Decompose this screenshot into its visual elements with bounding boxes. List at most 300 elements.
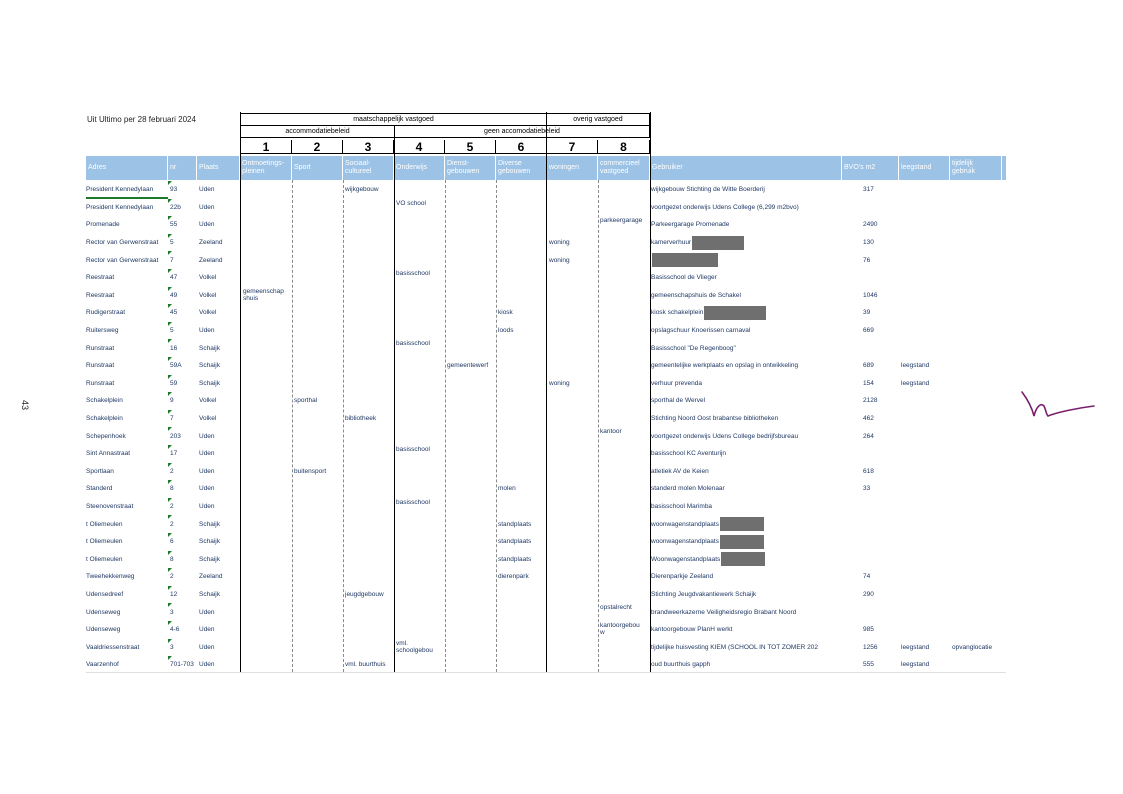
cell-leegstand[interactable] xyxy=(901,304,951,322)
cell-bvo[interactable] xyxy=(863,533,893,551)
cell-gebruiker[interactable] xyxy=(651,551,843,569)
cell-c3[interactable] xyxy=(345,533,394,551)
cell-bvo[interactable] xyxy=(863,480,893,498)
cell-c3[interactable] xyxy=(345,586,394,604)
cell-plaats[interactable] xyxy=(199,586,239,604)
cell-c2[interactable] xyxy=(294,216,343,234)
cell-plaats[interactable] xyxy=(199,199,239,217)
cell-c3[interactable] xyxy=(345,234,394,252)
cell-c2[interactable] xyxy=(294,463,343,481)
cell-c1[interactable] xyxy=(243,445,293,464)
cell-c5[interactable] xyxy=(447,621,496,639)
cell-c2[interactable] xyxy=(294,392,343,410)
cell-c4[interactable] xyxy=(396,392,445,411)
cell-c3[interactable] xyxy=(345,375,394,393)
cell-c3[interactable] xyxy=(345,568,394,586)
cell-c8[interactable] xyxy=(600,269,650,288)
cell-c4[interactable] xyxy=(396,551,445,570)
cell-c3[interactable] xyxy=(345,639,394,657)
cell-plaats[interactable] xyxy=(199,410,239,428)
cell-c5[interactable] xyxy=(447,427,496,445)
cell-bvo[interactable] xyxy=(863,639,893,657)
cell-c4[interactable] xyxy=(396,251,445,270)
cell-c1[interactable] xyxy=(243,586,293,605)
cell-leegstand[interactable] xyxy=(901,251,951,269)
cell-gebruiker[interactable] xyxy=(651,269,843,287)
cell-nr[interactable] xyxy=(170,304,197,322)
cell-tijdelijk[interactable] xyxy=(952,410,1006,428)
cell-gebruiker[interactable] xyxy=(651,181,843,199)
cell-c3[interactable] xyxy=(345,480,394,498)
cell-c6[interactable] xyxy=(498,322,547,340)
cell-c2[interactable] xyxy=(294,533,343,551)
cell-tijdelijk[interactable] xyxy=(952,515,1006,533)
cell-c2[interactable] xyxy=(294,287,343,305)
cell-c3[interactable] xyxy=(345,216,394,234)
cell-c6[interactable] xyxy=(498,445,547,463)
cell-leegstand[interactable] xyxy=(901,375,951,393)
cell-c1[interactable] xyxy=(243,251,293,270)
cell-c2[interactable] xyxy=(294,568,343,586)
cell-c3[interactable] xyxy=(345,304,394,322)
cell-c4[interactable] xyxy=(396,603,445,622)
cell-c6[interactable] xyxy=(498,234,547,252)
cell-nr[interactable] xyxy=(170,480,197,498)
cell-tijdelijk[interactable] xyxy=(952,498,1006,516)
cell-gebruiker[interactable] xyxy=(651,568,843,586)
cell-c1[interactable] xyxy=(243,234,293,253)
cell-leegstand[interactable] xyxy=(901,287,951,305)
cell-nr[interactable] xyxy=(170,357,197,375)
cell-gebruiker[interactable] xyxy=(651,357,843,375)
cell-c3[interactable] xyxy=(345,410,394,428)
cell-c5[interactable] xyxy=(447,515,496,533)
cell-c5[interactable] xyxy=(447,287,496,305)
cell-c2[interactable] xyxy=(294,251,343,269)
cell-c5[interactable] xyxy=(447,234,496,252)
cell-c4[interactable] xyxy=(396,515,445,534)
cell-gebruiker[interactable] xyxy=(651,234,843,252)
cell-c4[interactable] xyxy=(396,621,445,640)
cell-c2[interactable] xyxy=(294,427,343,445)
cell-nr[interactable] xyxy=(170,251,197,269)
cell-c7[interactable] xyxy=(549,287,598,305)
cell-c4[interactable] xyxy=(396,234,445,253)
cell-c6[interactable] xyxy=(498,216,547,234)
cell-c8[interactable] xyxy=(600,621,650,640)
cell-c1[interactable] xyxy=(243,515,293,534)
cell-adres[interactable] xyxy=(86,269,168,287)
cell-bvo[interactable] xyxy=(863,586,893,604)
cell-c6[interactable] xyxy=(498,621,547,639)
cell-c8[interactable] xyxy=(600,216,650,235)
cell-leegstand[interactable] xyxy=(901,199,951,217)
cell-gebruiker[interactable] xyxy=(651,392,843,410)
cell-tijdelijk[interactable] xyxy=(952,480,1006,498)
cell-c7[interactable] xyxy=(549,498,598,516)
cell-c7[interactable] xyxy=(549,480,598,498)
cell-c1[interactable] xyxy=(243,427,293,446)
cell-c7[interactable] xyxy=(549,322,598,340)
cell-gebruiker[interactable] xyxy=(651,586,843,604)
cell-plaats[interactable] xyxy=(199,498,239,516)
cell-c6[interactable] xyxy=(498,375,547,393)
cell-c4[interactable] xyxy=(396,480,445,499)
cell-tijdelijk[interactable] xyxy=(952,251,1006,269)
cell-tijdelijk[interactable] xyxy=(952,375,1006,393)
cell-c2[interactable] xyxy=(294,551,343,569)
cell-tijdelijk[interactable] xyxy=(952,199,1006,217)
cell-plaats[interactable] xyxy=(199,269,239,287)
cell-plaats[interactable] xyxy=(199,375,239,393)
cell-nr[interactable] xyxy=(170,463,197,481)
cell-c5[interactable] xyxy=(447,322,496,340)
cell-c3[interactable] xyxy=(345,463,394,481)
cell-c4[interactable] xyxy=(396,533,445,552)
cell-c2[interactable] xyxy=(294,603,343,621)
cell-c5[interactable] xyxy=(447,603,496,621)
cell-c1[interactable] xyxy=(243,392,293,411)
cell-c2[interactable] xyxy=(294,498,343,516)
cell-plaats[interactable] xyxy=(199,603,239,621)
cell-nr[interactable] xyxy=(170,322,197,340)
cell-tijdelijk[interactable] xyxy=(952,322,1006,340)
cell-bvo[interactable] xyxy=(863,392,893,410)
cell-tijdelijk[interactable] xyxy=(952,269,1006,287)
cell-tijdelijk[interactable] xyxy=(952,568,1006,586)
cell-tijdelijk[interactable] xyxy=(952,427,1006,445)
cell-plaats[interactable] xyxy=(199,216,239,234)
cell-c2[interactable] xyxy=(294,234,343,252)
cell-bvo[interactable] xyxy=(863,216,893,234)
cell-leegstand[interactable] xyxy=(901,181,951,199)
cell-nr[interactable] xyxy=(170,410,197,428)
cell-c6[interactable] xyxy=(498,551,547,569)
cell-leegstand[interactable] xyxy=(901,603,951,621)
cell-c4[interactable] xyxy=(396,322,445,341)
cell-c7[interactable] xyxy=(549,375,598,393)
cell-c6[interactable] xyxy=(498,498,547,516)
cell-c6[interactable] xyxy=(498,287,547,305)
cell-plaats[interactable] xyxy=(199,304,239,322)
cell-bvo[interactable] xyxy=(863,339,893,357)
cell-c1[interactable] xyxy=(243,181,293,200)
cell-c3[interactable] xyxy=(345,551,394,569)
cell-nr[interactable] xyxy=(170,533,197,551)
cell-c2[interactable] xyxy=(294,322,343,340)
cell-c8[interactable] xyxy=(600,551,650,570)
cell-c8[interactable] xyxy=(600,392,650,411)
cell-adres[interactable] xyxy=(86,603,168,621)
cell-adres[interactable] xyxy=(86,639,168,657)
cell-c4[interactable] xyxy=(396,568,445,587)
cell-c1[interactable] xyxy=(243,410,293,429)
cell-c3[interactable] xyxy=(345,181,394,199)
cell-c7[interactable] xyxy=(549,515,598,533)
cell-bvo[interactable] xyxy=(863,287,893,305)
cell-c5[interactable] xyxy=(447,392,496,410)
cell-nr[interactable] xyxy=(170,199,197,217)
cell-leegstand[interactable] xyxy=(901,392,951,410)
cell-adres[interactable] xyxy=(86,287,168,305)
cell-c8[interactable] xyxy=(600,515,650,534)
cell-tijdelijk[interactable] xyxy=(952,586,1006,604)
cell-c2[interactable] xyxy=(294,304,343,322)
cell-plaats[interactable] xyxy=(199,251,239,269)
cell-c5[interactable] xyxy=(447,269,496,287)
cell-c7[interactable] xyxy=(549,199,598,217)
cell-leegstand[interactable] xyxy=(901,357,951,375)
cell-c7[interactable] xyxy=(549,551,598,569)
cell-c8[interactable] xyxy=(600,586,650,605)
cell-c7[interactable] xyxy=(549,357,598,375)
cell-leegstand[interactable] xyxy=(901,551,951,569)
cell-bvo[interactable] xyxy=(863,427,893,445)
cell-c8[interactable] xyxy=(600,375,650,394)
cell-gebruiker[interactable] xyxy=(651,515,843,533)
cell-nr[interactable] xyxy=(170,181,197,199)
cell-c1[interactable] xyxy=(243,639,293,658)
cell-bvo[interactable] xyxy=(863,445,893,463)
cell-plaats[interactable] xyxy=(199,287,239,305)
cell-leegstand[interactable] xyxy=(901,568,951,586)
cell-adres[interactable] xyxy=(86,375,168,393)
cell-c3[interactable] xyxy=(345,269,394,287)
cell-c8[interactable] xyxy=(600,339,650,358)
cell-c5[interactable] xyxy=(447,304,496,322)
cell-c1[interactable] xyxy=(243,463,293,482)
cell-plaats[interactable] xyxy=(199,427,239,445)
cell-c6[interactable] xyxy=(498,427,547,445)
cell-c3[interactable] xyxy=(345,621,394,639)
cell-c3[interactable] xyxy=(345,498,394,516)
cell-adres[interactable] xyxy=(86,551,168,569)
cell-c4[interactable] xyxy=(396,216,445,235)
cell-nr[interactable] xyxy=(170,621,197,639)
cell-gebruiker[interactable] xyxy=(651,339,843,357)
cell-c2[interactable] xyxy=(294,480,343,498)
cell-c8[interactable] xyxy=(600,568,650,587)
cell-c1[interactable] xyxy=(243,533,293,552)
cell-c5[interactable] xyxy=(447,480,496,498)
cell-c3[interactable] xyxy=(345,339,394,357)
cell-c2[interactable] xyxy=(294,515,343,533)
cell-c5[interactable] xyxy=(447,639,496,657)
cell-c5[interactable] xyxy=(447,339,496,357)
cell-c1[interactable] xyxy=(243,216,293,235)
cell-tijdelijk[interactable] xyxy=(952,463,1006,481)
cell-tijdelijk[interactable] xyxy=(952,533,1006,551)
cell-leegstand[interactable] xyxy=(901,445,951,463)
cell-leegstand[interactable] xyxy=(901,427,951,445)
cell-tijdelijk[interactable] xyxy=(952,216,1006,234)
cell-c6[interactable] xyxy=(498,480,547,498)
cell-c4[interactable] xyxy=(396,199,445,218)
cell-c6[interactable] xyxy=(498,339,547,357)
cell-c2[interactable] xyxy=(294,199,343,217)
cell-c6[interactable] xyxy=(498,603,547,621)
cell-c2[interactable] xyxy=(294,357,343,375)
cell-c6[interactable] xyxy=(498,568,547,586)
cell-c3[interactable] xyxy=(345,603,394,621)
cell-adres[interactable] xyxy=(86,533,168,551)
cell-c5[interactable] xyxy=(447,357,496,375)
cell-gebruiker[interactable] xyxy=(651,216,843,234)
cell-tijdelijk[interactable] xyxy=(952,639,1006,657)
cell-c1[interactable] xyxy=(243,269,293,288)
cell-c7[interactable] xyxy=(549,427,598,445)
cell-c7[interactable] xyxy=(549,234,598,252)
cell-gebruiker[interactable] xyxy=(651,603,843,621)
cell-c1[interactable] xyxy=(243,568,293,587)
cell-tijdelijk[interactable] xyxy=(952,603,1006,621)
cell-adres[interactable] xyxy=(86,427,168,445)
cell-leegstand[interactable] xyxy=(901,339,951,357)
cell-adres[interactable] xyxy=(86,480,168,498)
cell-adres[interactable] xyxy=(86,498,168,516)
cell-tijdelijk[interactable] xyxy=(952,392,1006,410)
cell-c7[interactable] xyxy=(549,463,598,481)
cell-adres[interactable] xyxy=(86,251,168,269)
cell-adres[interactable] xyxy=(86,322,168,340)
cell-bvo[interactable] xyxy=(863,234,893,252)
cell-c7[interactable] xyxy=(549,269,598,287)
cell-gebruiker[interactable] xyxy=(651,410,843,428)
cell-c8[interactable] xyxy=(600,322,650,341)
cell-c5[interactable] xyxy=(447,375,496,393)
cell-leegstand[interactable] xyxy=(901,621,951,639)
cell-nr[interactable] xyxy=(170,375,197,393)
cell-leegstand[interactable] xyxy=(901,216,951,234)
cell-nr[interactable] xyxy=(170,287,197,305)
cell-c4[interactable] xyxy=(396,498,445,517)
cell-c7[interactable] xyxy=(549,339,598,357)
cell-c4[interactable] xyxy=(396,375,445,394)
cell-c6[interactable] xyxy=(498,199,547,217)
cell-c7[interactable] xyxy=(549,410,598,428)
cell-bvo[interactable] xyxy=(863,603,893,621)
cell-c7[interactable] xyxy=(549,392,598,410)
cell-c7[interactable] xyxy=(549,304,598,322)
cell-gebruiker[interactable] xyxy=(651,322,843,340)
cell-c5[interactable] xyxy=(447,199,496,217)
cell-gebruiker[interactable] xyxy=(651,427,843,445)
cell-nr[interactable] xyxy=(170,392,197,410)
cell-c1[interactable] xyxy=(243,322,293,341)
cell-c5[interactable] xyxy=(447,251,496,269)
cell-adres[interactable] xyxy=(86,392,168,410)
cell-c1[interactable] xyxy=(243,357,293,376)
cell-c3[interactable] xyxy=(345,322,394,340)
cell-nr[interactable] xyxy=(170,568,197,586)
cell-c5[interactable] xyxy=(447,551,496,569)
cell-plaats[interactable] xyxy=(199,463,239,481)
cell-c6[interactable] xyxy=(498,533,547,551)
cell-tijdelijk[interactable] xyxy=(952,357,1006,375)
cell-c1[interactable] xyxy=(243,498,293,517)
cell-c1[interactable] xyxy=(243,287,293,306)
cell-c5[interactable] xyxy=(447,498,496,516)
cell-adres[interactable] xyxy=(86,621,168,639)
cell-bvo[interactable] xyxy=(863,304,893,322)
cell-gebruiker[interactable] xyxy=(651,480,843,498)
cell-c8[interactable] xyxy=(600,287,650,306)
cell-c2[interactable] xyxy=(294,445,343,463)
cell-c1[interactable] xyxy=(243,603,293,622)
cell-plaats[interactable] xyxy=(199,234,239,252)
cell-c6[interactable] xyxy=(498,410,547,428)
cell-nr[interactable] xyxy=(170,234,197,252)
cell-plaats[interactable] xyxy=(199,339,239,357)
cell-c4[interactable] xyxy=(396,269,445,288)
cell-plaats[interactable] xyxy=(199,445,239,463)
cell-c4[interactable] xyxy=(396,427,445,446)
cell-plaats[interactable] xyxy=(199,533,239,551)
cell-c8[interactable] xyxy=(600,603,650,622)
cell-c7[interactable] xyxy=(549,621,598,639)
cell-c4[interactable] xyxy=(396,445,445,464)
cell-c2[interactable] xyxy=(294,639,343,657)
cell-leegstand[interactable] xyxy=(901,463,951,481)
cell-adres[interactable] xyxy=(86,181,168,199)
cell-c3[interactable] xyxy=(345,251,394,269)
cell-c1[interactable] xyxy=(243,199,293,218)
cell-plaats[interactable] xyxy=(199,392,239,410)
cell-leegstand[interactable] xyxy=(901,322,951,340)
cell-gebruiker[interactable] xyxy=(651,463,843,481)
cell-c4[interactable] xyxy=(396,339,445,358)
cell-nr[interactable] xyxy=(170,498,197,516)
cell-c6[interactable] xyxy=(498,515,547,533)
cell-c3[interactable] xyxy=(345,392,394,410)
cell-c6[interactable] xyxy=(498,392,547,410)
cell-c6[interactable] xyxy=(498,269,547,287)
cell-c1[interactable] xyxy=(243,375,293,394)
cell-c5[interactable] xyxy=(447,410,496,428)
cell-gebruiker[interactable] xyxy=(651,375,843,393)
cell-plaats[interactable] xyxy=(199,621,239,639)
cell-c4[interactable] xyxy=(396,463,445,482)
cell-tijdelijk[interactable] xyxy=(952,304,1006,322)
cell-adres[interactable] xyxy=(86,339,168,357)
cell-gebruiker[interactable] xyxy=(651,304,843,322)
cell-c2[interactable] xyxy=(294,339,343,357)
cell-bvo[interactable] xyxy=(863,498,893,516)
cell-adres[interactable] xyxy=(86,445,168,463)
cell-adres[interactable] xyxy=(86,568,168,586)
cell-c8[interactable] xyxy=(600,498,650,517)
cell-c3[interactable] xyxy=(345,199,394,217)
cell-leegstand[interactable] xyxy=(901,234,951,252)
cell-bvo[interactable] xyxy=(863,322,893,340)
cell-bvo[interactable] xyxy=(863,410,893,428)
cell-c7[interactable] xyxy=(549,603,598,621)
cell-c4[interactable] xyxy=(396,357,445,376)
cell-leegstand[interactable] xyxy=(901,410,951,428)
cell-c6[interactable] xyxy=(498,639,547,657)
cell-c2[interactable] xyxy=(294,621,343,639)
cell-gebruiker[interactable] xyxy=(651,533,843,551)
cell-c6[interactable] xyxy=(498,304,547,322)
cell-c8[interactable] xyxy=(600,251,650,270)
cell-nr[interactable] xyxy=(170,515,197,533)
cell-c7[interactable] xyxy=(549,568,598,586)
cell-c4[interactable] xyxy=(396,181,445,200)
cell-leegstand[interactable] xyxy=(901,515,951,533)
cell-c1[interactable] xyxy=(243,621,293,640)
cell-c5[interactable] xyxy=(447,533,496,551)
cell-nr[interactable] xyxy=(170,445,197,463)
